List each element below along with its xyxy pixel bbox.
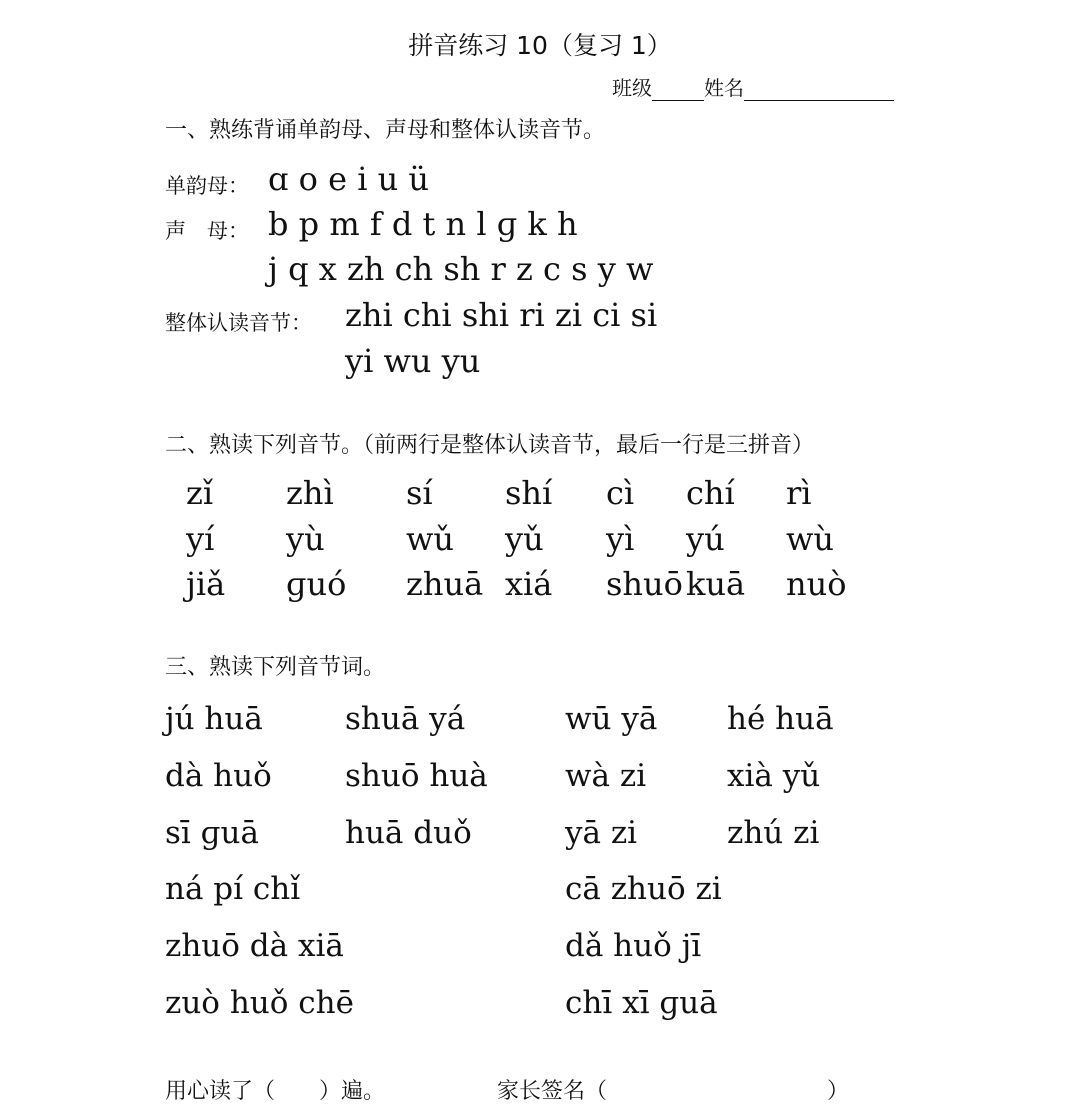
syllable-cell: xiá bbox=[505, 565, 553, 603]
section1-heading: 一、熟练背诵单韵母、声母和整体认读音节。 bbox=[165, 118, 606, 143]
finals-list: ɑ o e i u ü bbox=[268, 160, 429, 198]
syllable-cell: yǔ bbox=[505, 520, 544, 558]
word-cell: shuā yá bbox=[345, 701, 466, 737]
syllable-cell: zhuā bbox=[406, 565, 484, 603]
syllable-cell: yí bbox=[186, 520, 215, 558]
parent-signature-line: 家长签名（ ） bbox=[497, 1079, 850, 1104]
word-cell: jú huā bbox=[165, 701, 263, 737]
word-cell: shuō huà bbox=[345, 758, 488, 794]
word-cell: ná pí chǐ bbox=[165, 871, 301, 907]
initials-row-1: b p m f d t n l ɡ k h bbox=[268, 205, 578, 243]
word-cell: chī xī ɡuā bbox=[565, 985, 718, 1021]
word-cell: hé huā bbox=[727, 701, 834, 737]
class-name-line bbox=[612, 72, 894, 101]
word-cell: wū yā bbox=[565, 701, 658, 737]
page-title: 拼音练习 10（复习 1） bbox=[408, 31, 672, 60]
word-cell: sī ɡuā bbox=[165, 815, 259, 851]
section3-heading: 三、熟读下列音节词。 bbox=[165, 655, 386, 680]
syllable-cell: ɡuó bbox=[286, 565, 347, 603]
syllable-cell: yù bbox=[286, 520, 325, 558]
whole-syllables-row-1: zhi chi shi ri zi ci si bbox=[345, 296, 658, 334]
word-cell: dà huǒ bbox=[165, 758, 272, 794]
class-blank bbox=[652, 78, 704, 101]
name-label: 姓名 bbox=[704, 76, 744, 100]
word-cell: dǎ huǒ jī bbox=[565, 928, 702, 964]
syllable-cell: kuā bbox=[686, 565, 746, 603]
syllable-cell: nuò bbox=[786, 565, 847, 603]
word-cell: cā zhuō zi bbox=[565, 871, 722, 907]
whole-syllables-label: 整体认读音节： bbox=[165, 311, 312, 335]
finals-label: 单韵母： bbox=[165, 174, 249, 198]
syllable-cell: yì bbox=[606, 520, 635, 558]
name-blank bbox=[744, 78, 894, 101]
initials-row-2: j q x zh ch sh r z c s y w bbox=[268, 250, 654, 288]
syllable-cell: shí bbox=[505, 474, 553, 512]
section2-heading: 二、熟读下列音节。（前两行是整体认读音节，最后一行是三拼音） bbox=[165, 433, 815, 458]
word-cell: zhuō dà xiā bbox=[165, 928, 344, 964]
word-cell: xià yǔ bbox=[727, 758, 821, 794]
word-cell: zhú zi bbox=[727, 815, 820, 851]
syllable-cell: zǐ bbox=[186, 474, 214, 512]
word-cell: huā duǒ bbox=[345, 815, 472, 851]
syllable-cell: shuō bbox=[606, 565, 683, 603]
word-cell: yā zi bbox=[565, 815, 638, 851]
syllable-cell: zhì bbox=[286, 474, 334, 512]
class-label: 班级 bbox=[612, 76, 652, 100]
syllable-cell: yú bbox=[686, 520, 725, 558]
syllable-cell: cì bbox=[606, 474, 635, 512]
word-cell: zuò huǒ chē bbox=[165, 985, 354, 1021]
syllable-cell: rì bbox=[786, 474, 812, 512]
read-times-line: 用心读了（ ）遍。 bbox=[165, 1079, 386, 1104]
whole-syllables-row-2: yi wu yu bbox=[345, 342, 481, 380]
syllable-cell: chí bbox=[686, 474, 735, 512]
syllable-cell: sí bbox=[406, 474, 433, 512]
syllable-cell: jiǎ bbox=[186, 565, 226, 603]
word-cell: wà zi bbox=[565, 758, 647, 794]
initials-label: 声 母： bbox=[165, 219, 249, 243]
syllable-cell: wù bbox=[786, 520, 834, 558]
syllable-cell: wǔ bbox=[406, 520, 454, 558]
